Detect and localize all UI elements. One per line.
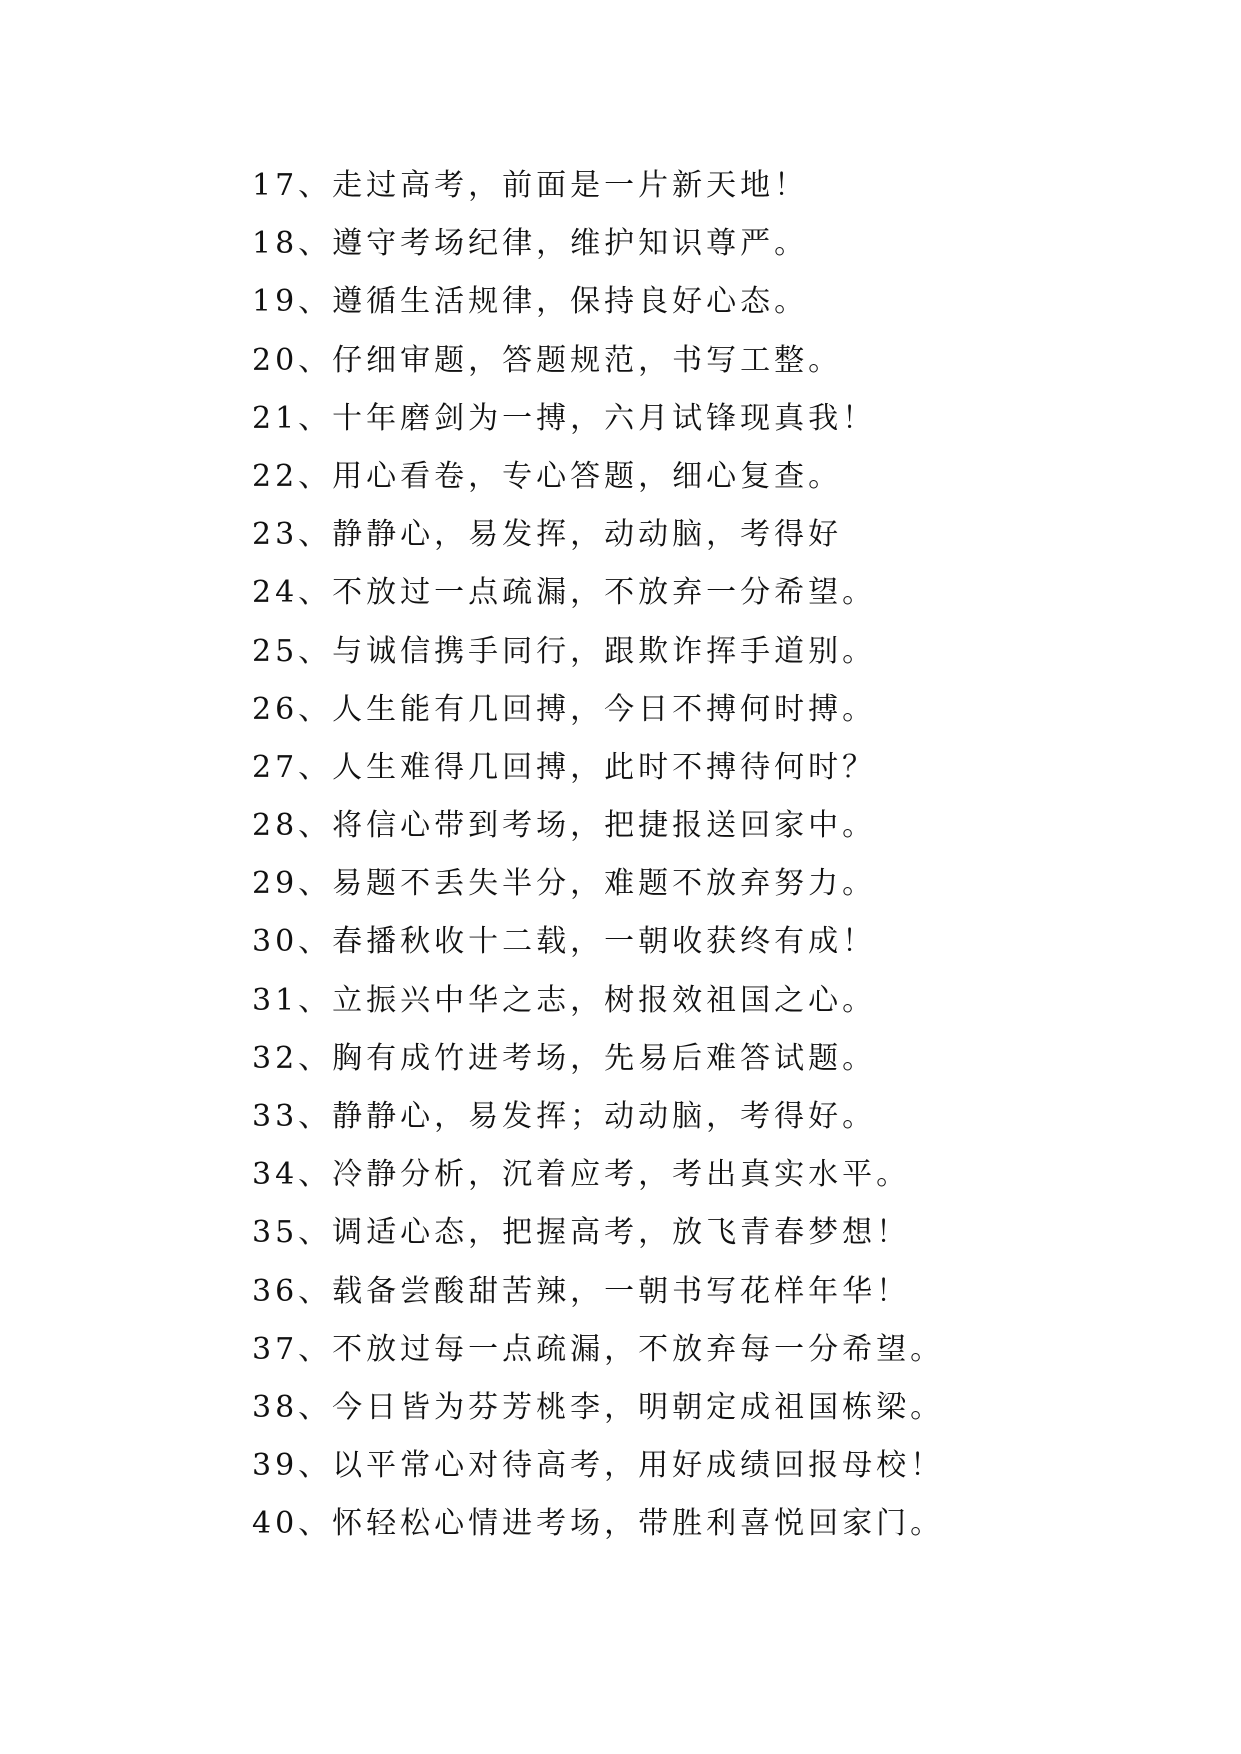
slogan-line: 19、遵循生活规律，保持良好心态。: [252, 284, 809, 320]
slogan-line: 23、静静心，易发挥，动动脑，考得好: [252, 517, 843, 553]
slogan-line: 32、胸有成竹进考场，先易后难答试题。: [252, 1040, 877, 1076]
slogan-line: 17、走过高考，前面是一片新天地！: [252, 168, 809, 203]
slogan-line: 38、今日皆为芬芳桃李，明朝定成祖国栋梁。: [252, 1389, 945, 1425]
slogan-line: 30、春播秋收十二载，一朝收获终有成！: [252, 924, 877, 960]
slogan-line: 21、十年磨剑为一搏，六月试锋现真我！: [252, 400, 877, 436]
slogan-line: 25、与诚信携手同行，跟欺诈挥手道别。: [252, 633, 877, 669]
slogan-line: 34、冷静分析，沉着应考，考出真实水平。: [252, 1157, 911, 1193]
slogan-line: 26、人生能有几回搏，今日不搏何时搏。: [252, 691, 877, 727]
slogan-line: 37、不放过每一点疏漏，不放弃每一分希望。: [252, 1331, 945, 1367]
slogan-line: 28、将信心带到考场，把捷报送回家中。: [252, 808, 877, 844]
slogan-line: 18、遵守考场纪律，维护知识尊严。: [252, 226, 809, 262]
slogan-line: 39、以平常心对待高考，用好成绩回报母校！: [252, 1448, 945, 1484]
slogan-line: 31、立振兴中华之志，树报效祖国之心。: [252, 982, 877, 1018]
slogan-list: [252, 157, 1192, 1554]
slogan-line: 22、用心看卷，专心答题，细心复查。: [252, 458, 843, 494]
slogan-line: 29、易题不丢失半分，难题不放弃努力。: [252, 866, 877, 902]
slogan-line: 27、人生难得几回搏，此时不搏待何时？: [252, 749, 877, 785]
slogan-line: 24、不放过一点疏漏，不放弃一分希望。: [252, 575, 877, 611]
slogan-line: 35、调适心态，把握高考，放飞青春梦想！: [252, 1215, 911, 1251]
slogan-line: 36、载备尝酸甜苦辣，一朝书写花样年华！: [252, 1273, 911, 1309]
slogan-line: 33、静静心，易发挥；动动脑，考得好。: [252, 1099, 877, 1134]
slogan-line: 20、仔细审题，答题规范，书写工整。: [252, 342, 843, 378]
slogan-line: 40、怀轻松心情进考场，带胜利喜悦回家门。: [252, 1506, 945, 1542]
